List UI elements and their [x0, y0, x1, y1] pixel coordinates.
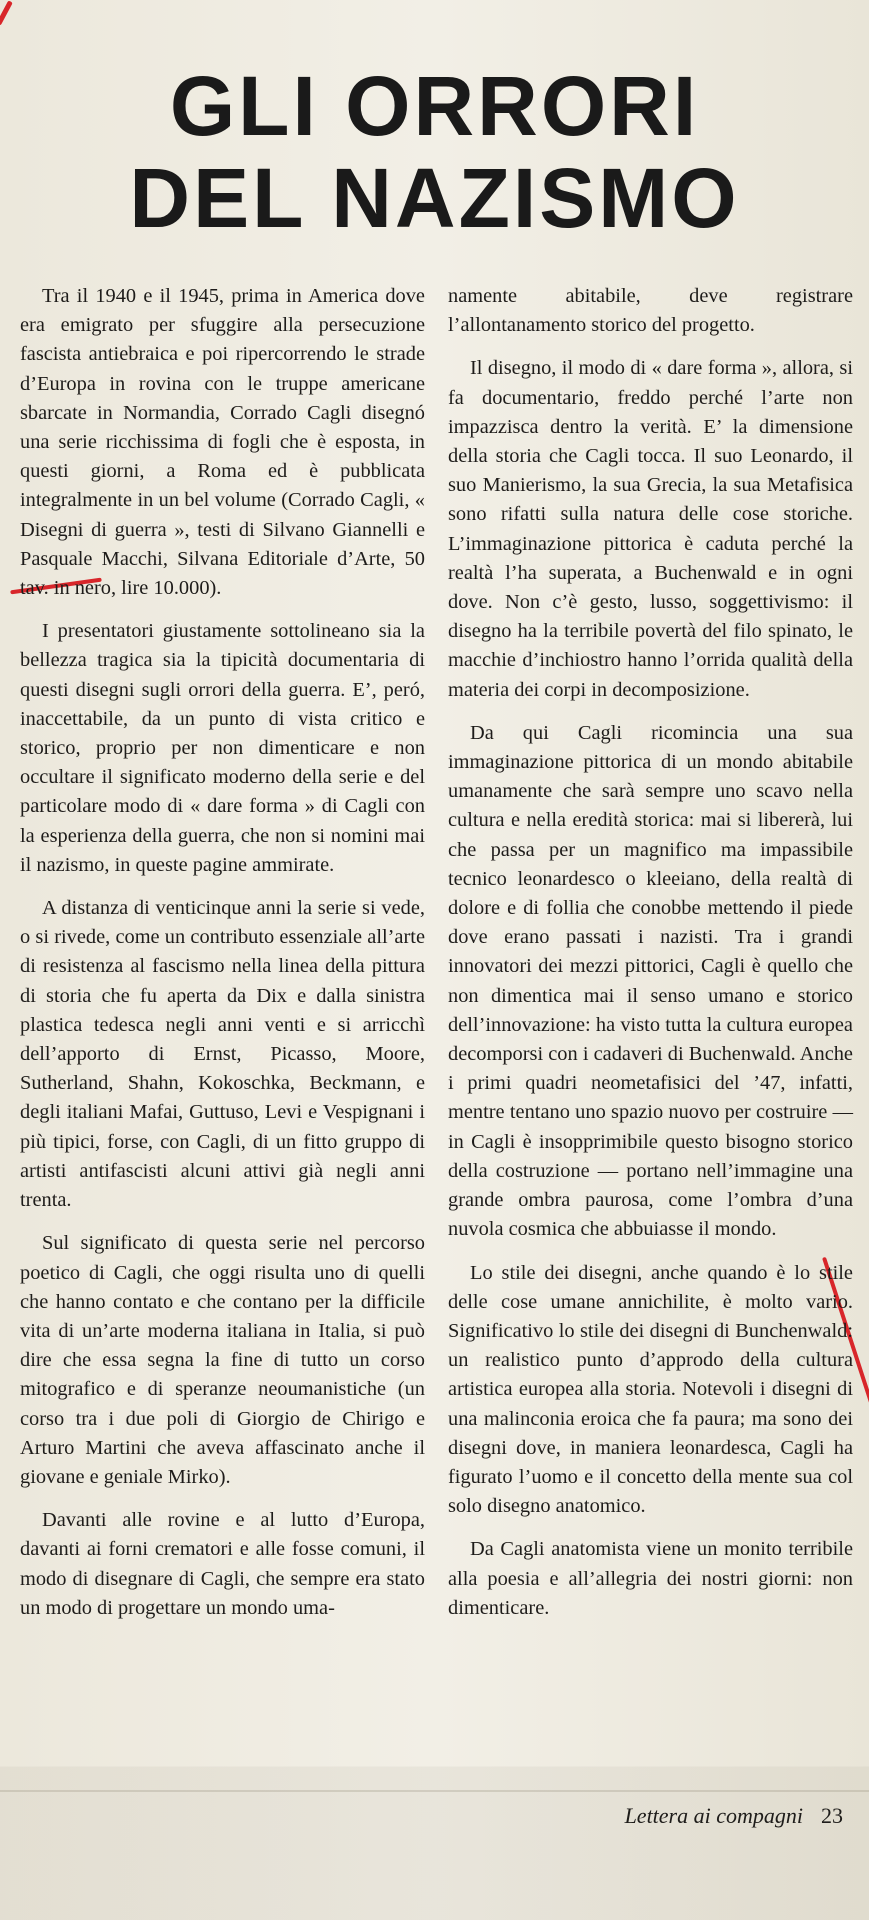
paragraph-9: Da Cagli anatomista viene un monito terribile alla poesia e all’allegria dei nostri giorni: non dimenticare. [448, 1538, 853, 1619]
article-column-right [448, 282, 853, 1637]
title-line-2: DEL NAZISMO [129, 151, 740, 245]
paragraph-6: Il disegno, il modo di « dare forma », allora, si fa documentario, freddo perché l’arte non impazzisca dentro la verità. E’ la dimensione della storia che Cagli tocca. Il suo Leonardo, il suo Manierismo, la sua Grecia, la sua Metafisica sono rifatti sulla natura delle cose storiche. L’immaginazione pittorica è caduta perché la realtà l’ha superata, a Buchenwald e in ogni dove. Non c’è gesto, lusso, soggettivismo: il disegno ha la terribile povertà del filo spinato, le macchie d’inchiostro hanno l’orrida qualità della materia dei corpi in decomposizione. [448, 357, 853, 701]
paper-fold-line [0, 1790, 869, 1792]
paragraph-4: Sul significato di questa serie nel percorso poetico di Cagli, che oggi risulta uno di quelli che hanno contato e che contano per la difficile vita di un’arte moderna italiana in Italia, si può dire che essa segna la fine di tutto un corso mitografico e di speranze neoumanistiche (un corso tra i due poli di Giorgio de Chirigo e Arturo Martini che aveva affascinato anche il giovane e geniale Mirko). [20, 1232, 425, 1488]
paragraph-5-end: namente abitabile, deve registrare l’allontanamento storico del progetto. [448, 285, 853, 337]
article-title [0, 60, 869, 244]
paragraph-3: A distanza di venticinque anni la serie si vede, o si rivede, come un contributo essenziale all’arte di resistenza al fascismo nella linea della pittura di storia che fu aperta da Dix e dalla sinistra plastica tedesca negli anni venti e si arricchì dell’apporto di Ernst, Picasso, Moore, Sutherland, Shahn, Kokoschka, Beckmann, e degli italiani Mafai, Guttuso, Levi e Vespignani i più tipici, forse, con Cagli, di un fitto gruppo di artisti antifascisti alcuni attivi già negli anni trenta. [20, 897, 425, 1212]
page-footer [625, 1803, 843, 1829]
title-line-1: GLI ORRORI [169, 59, 700, 153]
paragraph-5-start: Davanti alle rovine e al lutto d’Europa, davanti ai forni crematori e alle fosse comuni, il modo di disegnare di Cagli, che sempre era stato un modo di progettare un mondo uma- [20, 1509, 425, 1619]
paragraph-7: Da qui Cagli ricomincia una sua immaginazione pittorica di un mondo abitabile umanamente che sarà sempre uno scavo nella cultura e nella eredità storica: mai si libererà, lui che passa per un magnifico ma impassibile tecnico leonardesco o kleeiano, della realtà di dolore e di follia che conobbe mettendo il piede dove erano passati i nazisti. Tra i grandi innovatori dei mezzi pittorici, Cagli è quello che non dimentica mai il senso umano e storico dell’innovazione: ha visto tutta la cultura europea decomporsi con i cadaveri di Buchenwald. Anche i primi quadri neometafisici del ’47, infatti, mentre tentano uno spazio nuovo per costruire — in Cagli è insopprimibile questo bisogno storico della costruzione — portano nell’immagine una grande ombra paurosa, come l’ombra d’una nuvola cosmica che abbuiasse il mondo. [448, 721, 853, 1241]
publication-name: Lettera ai compagni [624, 1803, 803, 1828]
paragraph-2: I presentatori giustamente sottolineano sia la bellezza tragica sia la tipicità documentaria di questi disegni sugli orrori della guerra. E’, peró, inaccettabile, da un punto di vista critico e storico, proprio per non dimenticare e non occultare il significato moderno della serie e del particolare modo di « dare forma » di Cagli con la esperienza della guerra, che non si nomini mai il nazismo, in queste pagine ammirate. [20, 620, 425, 876]
article-column-left [20, 282, 425, 1637]
paragraph-1: Tra il 1940 e il 1945, prima in America dove era emigrato per sfuggire alla persecuzione fascista antiebraica e poi ripercorrendo le strade d’Europa in rovina con le truppe americane sbarcate in Normandia, Corrado Cagli disegnó una serie ricchissima di fogli che è esposta, in questi giorni, a Roma ed è pubblicata integralmente in un bel volume (Corrado Cagli, « Disegni di guerra », testi di Silvano Giannelli e Pasquale Macchi, Silvana Editoriale d’Arte, 50 tav. in nero, lire 10.000). [20, 285, 425, 600]
paragraph-8: Lo stile dei disegni, anche quando è lo stile delle cose umane annichilite, è molto vario. Significativo lo stile dei disegni di Bunchenwald: un realistico punto d’approdo della cultura artistica europea alla storia. Notevoli i disegni di una malinconia eroica che fa paura; ma sono dei disegni dove, in maniera leonardesca, Cagli ha figurato l’uomo e il concetto della mente sua col solo disegno anatomico. [448, 1261, 853, 1518]
page-number: 23 [821, 1803, 843, 1828]
red-pen-mark-top-left [0, 0, 13, 25]
